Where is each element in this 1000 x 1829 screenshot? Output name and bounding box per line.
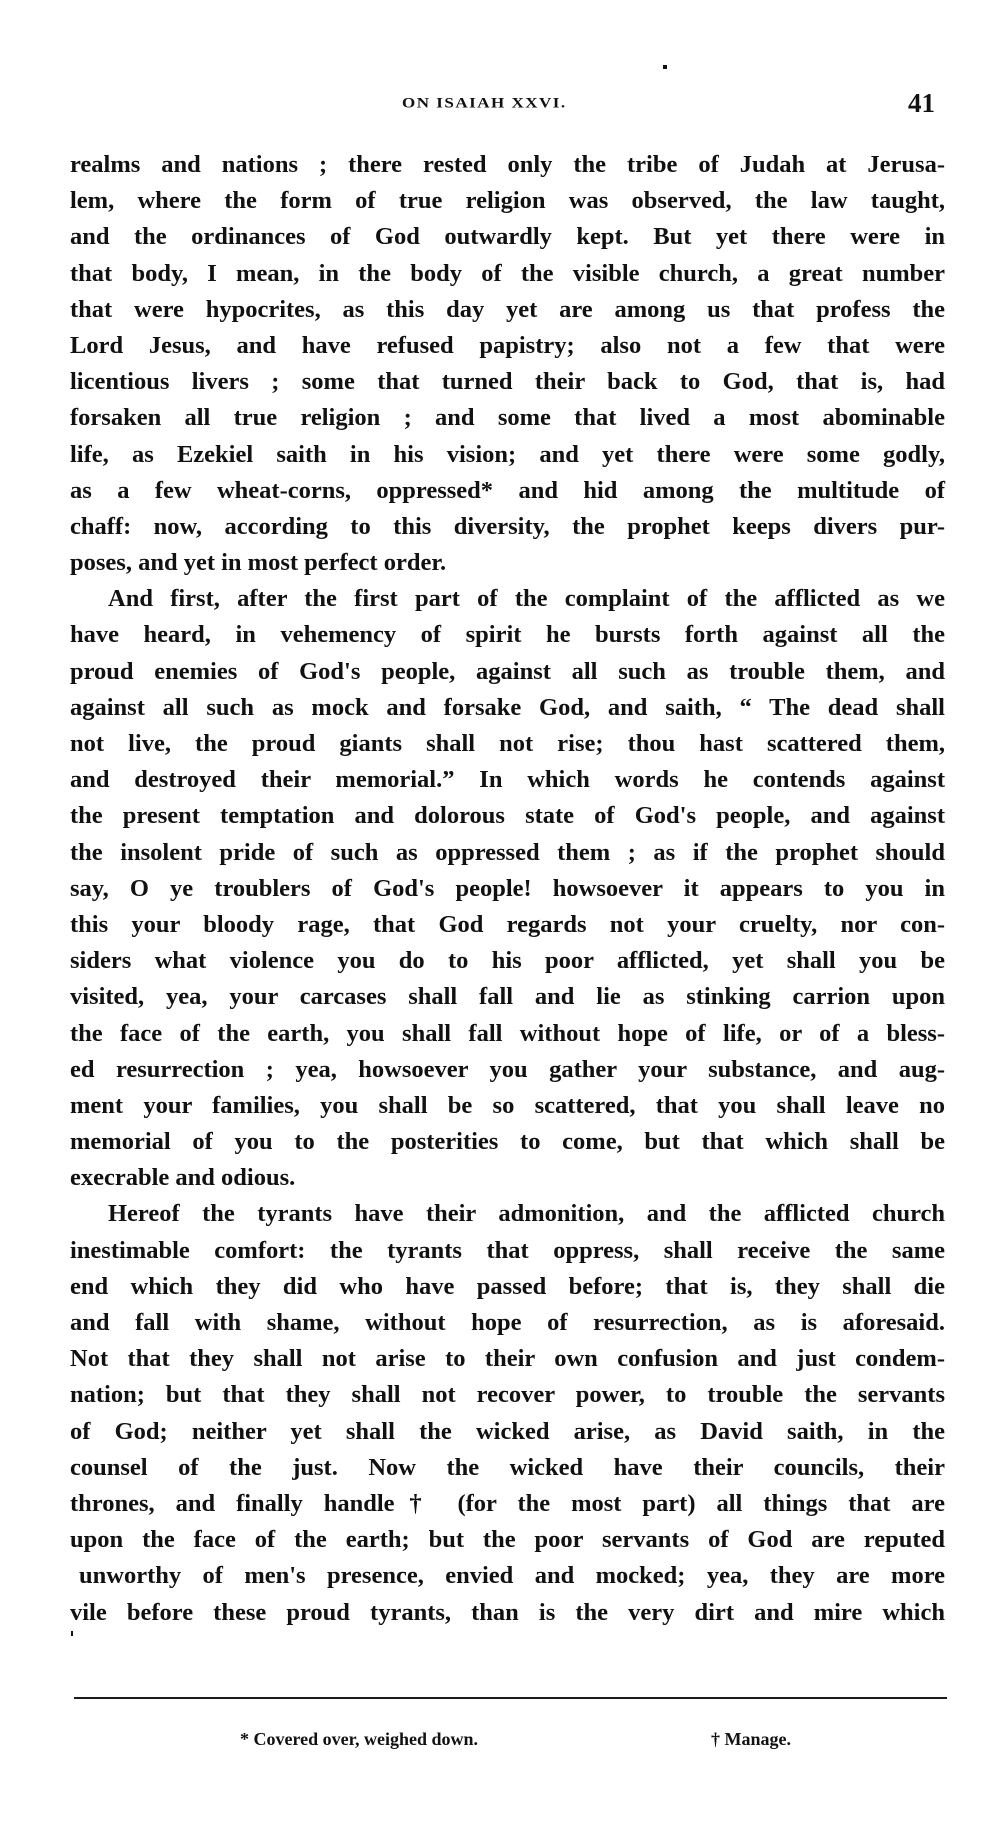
running-title: ON ISAIAH XXVI. — [402, 94, 567, 111]
text-line: and the ordinances of God outwardly kept. But yet there were in — [70, 223, 945, 251]
text-line: as a few wheat-corns, oppressed* and hid among the multitude of — [70, 476, 945, 504]
text-line: that were hypocrites, as this day yet are among us that profess the — [70, 295, 945, 323]
text-line: counsel of the just. Now the wicked have their councils, their — [70, 1453, 945, 1481]
text-line: siders what violence you do to his poor afflicted, yet shall you be — [70, 947, 945, 975]
text-line: nation; but that they shall not recover power, to trouble the servants — [70, 1381, 945, 1409]
text-line: Not that they shall not arise to their own confusion and just condem- — [70, 1345, 945, 1373]
text-line: poses, and yet in most perfect order. — [70, 549, 447, 577]
text-line: thrones, and finally handle† (for the most part) all things that are — [70, 1489, 945, 1517]
text-line: end which they did who have passed before; that is, they shall die — [70, 1272, 945, 1300]
text-line: the face of the earth, you shall fall without hope of life, or of a bless- — [70, 1019, 945, 1047]
text-line: not live, the proud giants shall not rise; thou hast scattered them, — [70, 730, 945, 757]
text-line: ed resurrection ; yea, howsoever you gather your substance, and aug- — [70, 1055, 945, 1083]
running-head — [0, 88, 1000, 118]
paragraph — [70, 1196, 945, 1630]
text-line: this your bloody rage, that God regards not your cruelty, nor con- — [70, 910, 945, 938]
text-line: Lord Jesus, and have refused papistry; also not a few that were — [70, 331, 945, 359]
text-line: forsaken all true religion ; and some that lived a most abominable — [70, 404, 945, 432]
print-speck — [71, 1631, 73, 1636]
text-line: life, as Ezekiel saith in his vision; and yet there were some godly, — [70, 440, 945, 468]
text-line: say, O ye troublers of God's people! howsoever it appears to you in — [70, 874, 945, 902]
text-line: upon the face of the earth; but the poor servants of God are reputed — [70, 1526, 945, 1554]
text-line: Hereof the tyrants have their admonition, and the afflicted church — [108, 1200, 945, 1228]
text-line: execrable and odious. — [70, 1164, 296, 1192]
text-line: the insolent pride of such as oppressed them ; as if the prophet should — [70, 838, 945, 866]
paragraph — [70, 581, 945, 1196]
text-line: and destroyed their memorial.” In which words he contends against — [70, 766, 945, 794]
text-line: chaff: now, according to this diversity, the prophet keeps divers pur- — [70, 512, 945, 540]
text-line: realms and nations ; there rested only the tribe of Judah at Jerusa- — [70, 151, 945, 178]
text-line: inestimable comfort: the tyrants that oppress, shall receive the same — [70, 1236, 945, 1264]
text-line: visited, yea, your carcases shall fall and lie as stinking carrion upon — [70, 983, 945, 1011]
text-line: the present temptation and dolorous state of God's people, and against — [70, 802, 945, 830]
text-line: proud enemies of God's people, against all such as trouble them, and — [70, 657, 945, 685]
body-text — [70, 147, 945, 1631]
footnotes — [0, 1724, 1000, 1754]
page-number: 41 — [908, 88, 935, 118]
text-line: vile before these proud tyrants, than is the very dirt and mire which — [70, 1598, 945, 1626]
text-line: unworthy of men's presence, envied and mocked; yea, they are more — [79, 1562, 945, 1590]
text-line: lem, where the form of true religion was observed, the law taught, — [70, 187, 945, 215]
text-line: ment your families, you shall be so scattered, that you shall leave no — [70, 1091, 945, 1119]
paragraph — [70, 147, 945, 581]
footnote-asterisk: * Covered over, weighed down. — [240, 1729, 478, 1749]
text-line: memorial of you to the posterities to come, but that which shall be — [70, 1128, 945, 1156]
text-line: against all such as mock and forsake God, and saith, “ The dead shall — [70, 693, 945, 721]
text-line: that body, I mean, in the body of the visible church, a great number — [70, 259, 945, 287]
text-line: of God; neither yet shall the wicked arise, as David saith, in the — [70, 1417, 945, 1445]
text-line: And first, after the first part of the complaint of the afflicted as we — [108, 585, 945, 613]
text-line: licentious livers ; some that turned their back to God, that is, had — [70, 368, 945, 396]
footnote-rule — [74, 1697, 947, 1699]
print-speck — [663, 65, 667, 69]
footnote-dagger: † Manage. — [711, 1729, 791, 1749]
text-line: and fall with shame, without hope of resurrection, as is aforesaid. — [70, 1309, 945, 1336]
text-line: have heard, in vehemency of spirit he bursts forth against all the — [70, 621, 945, 649]
